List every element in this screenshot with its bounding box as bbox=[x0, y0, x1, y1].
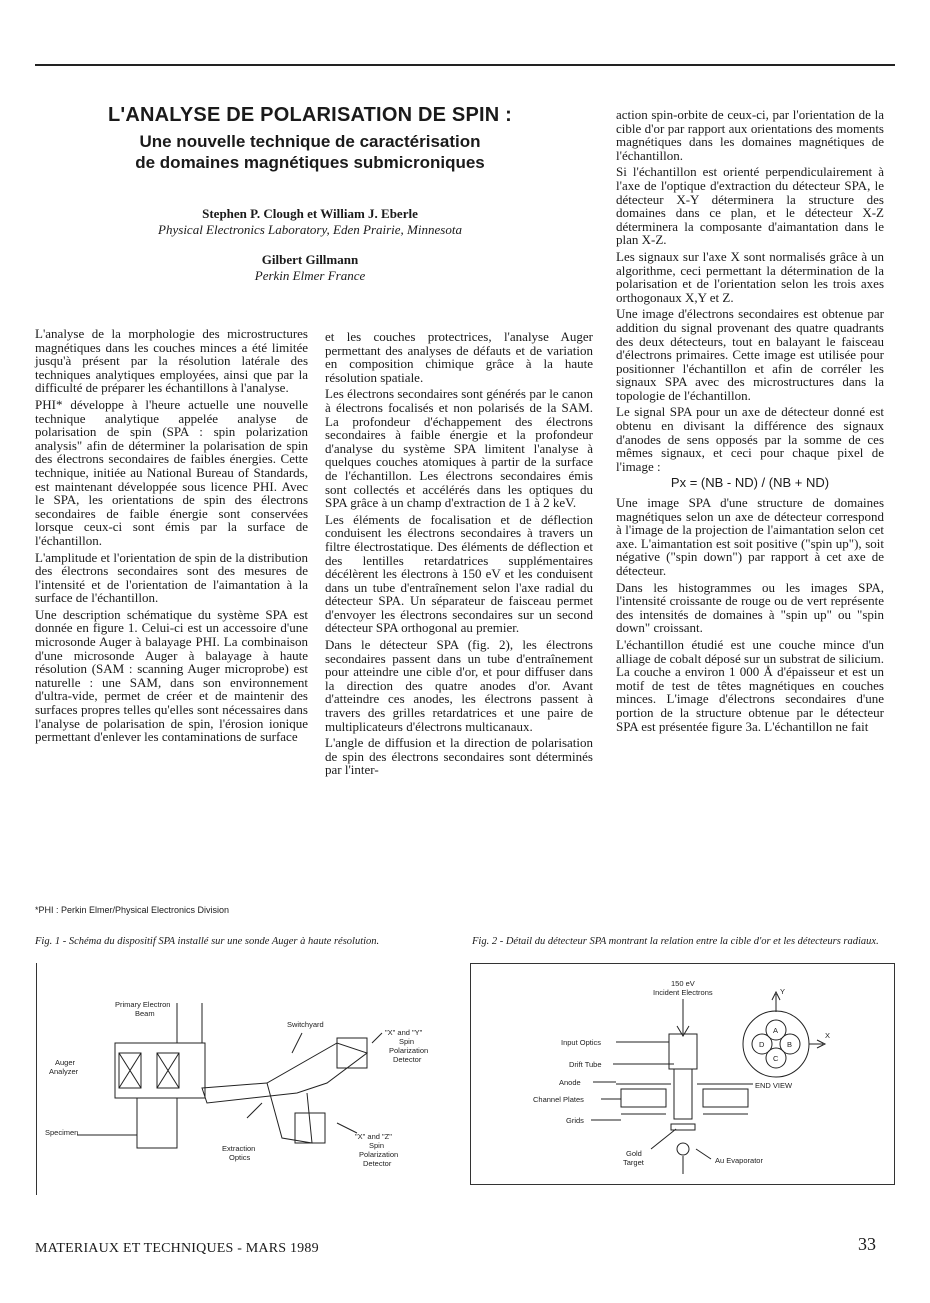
paragraph: Dans les histogrammes ou les images SPA, l'intensité croissante de rouge ou de vert représente des intensités de domaines à "spin up" ou "spin down" croissant. bbox=[616, 579, 884, 636]
article-subtitle-line1: Une nouvelle technique de caractérisation bbox=[139, 132, 481, 151]
author-names-2: Gilbert Gillmann bbox=[261, 252, 359, 267]
label-channel-plates: Channel Plates bbox=[533, 1095, 584, 1104]
paragraph: PHI* développe à l'heure actuelle une nouvelle technique analytique appelée analyse de polarisation de spin (SPA : spin polarization analysis" afin de déterminer la polarisation de spin des électrons secondaires de faibles énergies. Cette technique, initiée au National Bureau of Standards, est maintenant développée sous licence PHI. Avec le SPA, les orientations de spin des électrons secondaires de faible énergie sont conservées lorsque ceux-ci sont émis par la surface de l'échantillon. bbox=[35, 396, 308, 548]
paragraph: Si l'échantillon est orienté perpendiculairement à l'axe de l'optique d'extraction du détecteur SPA, le détecteur X-Y déterminera la structure des domaines dans ce plan, et le détecteur X-Z déterminera la composante d'aimantation dans le plan X-Z. bbox=[616, 164, 884, 248]
label-xy-2: Spin bbox=[399, 1037, 415, 1046]
beam-column bbox=[177, 1003, 202, 1043]
figure-2-caption: Fig. 2 - Détail du détecteur SPA montrant la relation entre la cible d'or et les détecteurs radiaux. bbox=[472, 936, 879, 947]
label-anode-a: A bbox=[773, 1026, 779, 1035]
au-evaporator bbox=[677, 1143, 689, 1155]
paragraph: L'analyse de la morphologie des microstructures magnétiques dans les couches minces a été limitée jusqu'à présent par la résolution latérale des techniques analytiques employées, ainsi que par la difficulté de préparer les échantillons à l'analyse. bbox=[35, 326, 308, 396]
figure-1-caption: Fig. 1 - Schéma du dispositif SPA installé sur une sonde Auger à haute résolution. bbox=[35, 936, 380, 947]
channel-plate-right bbox=[703, 1089, 748, 1107]
page-number: 33 bbox=[858, 1234, 876, 1254]
label-gold-1: Gold bbox=[626, 1149, 642, 1158]
label-axis-y: Y bbox=[780, 987, 786, 996]
label-xy-1: "X" and "Y" bbox=[385, 1028, 423, 1037]
figure-2-drawing bbox=[471, 964, 894, 1184]
label-anode: Anode bbox=[559, 1078, 581, 1087]
label-switchyard: Switchyard bbox=[287, 1020, 324, 1029]
label-drift-tube: Drift Tube bbox=[569, 1060, 602, 1069]
paragraph: L'angle de diffusion et la direction de polarisation de spin des électrons secondaires sont déterminés par l'inter- bbox=[325, 735, 593, 778]
label-xz-4: Detector bbox=[363, 1159, 392, 1168]
label-anode-d: D bbox=[759, 1040, 765, 1049]
paragraph: Une description schématique du système SPA est donnée en figure 1. Celui-ci est un accessoire d'une microsonde Auger à balayage PHI. La combinaison d'une microsonde Auger à balayage à haute résolution (SAM : scanning Auger microprobe) est naturelle : une SAM, dans son environnement d'ultra-vide, permet de créer et de maintenir des surfaces propres telles qu'elles sont nécessaires dans l'analyse de polarisation de spin, l'érosion ionique permettant d'enlever les contaminations de surface bbox=[35, 606, 308, 745]
drift-tube bbox=[674, 1069, 692, 1119]
article-title: L'ANALYSE DE POLARISATION DE SPIN : bbox=[107, 104, 513, 126]
figure-2-schematic bbox=[470, 963, 895, 1185]
paragraph: Les électrons secondaires sont générés par le canon à électrons focalisés et non polarisés de la SAM. La profondeur d'échappement des électrons secondaires à faible énergie et la profondeur d'analyse du système SPA limitent l'analyse à quelques couches atomiques à partir de la surface de l'échantillon. Les électrons secondaires émis sont collectés et accélérés dans les optiques du SPA grâce à un champ d'extraction de 1 à 2 keV. bbox=[325, 386, 593, 511]
label-xz-3: Polarization bbox=[359, 1150, 399, 1159]
label-energy-2: Incident Electrons bbox=[653, 988, 713, 997]
gold-target bbox=[671, 1124, 695, 1130]
author-affiliation-1: Physical Electronics Laboratory, Eden Prairie, Minnesota bbox=[158, 222, 462, 237]
paragraph: L'amplitude et l'orientation de spin de la distribution des électrons secondaires sont des mesures de l'intensité et de l'orientation de l'aimantation à la surface de l'échantillon. bbox=[35, 549, 308, 606]
title-block bbox=[40, 104, 580, 173]
text-column-2 bbox=[325, 330, 593, 780]
top-rule bbox=[35, 64, 895, 66]
paragraph: et les couches protectrices, l'analyse Auger permettant des analyses de défauts et de variation en composition chimique grâce à la haute résolution spatiale. bbox=[325, 329, 593, 385]
paragraph: Les éléments de focalisation et de déflection conduisent les électrons secondaires à travers un filtre électrostatique. Des éléments de déflection et des lentilles retardatrices supplémentaires décélèrent les électrons à 150 eV et les conduisent dans un tube d'entraînement selon l'axe radial du détecteur SPA. Un séparateur de faisceau permet d'envoyer les électrons secondaires sur un second détecteur SPA orthogonal au premier. bbox=[325, 511, 593, 636]
label-extraction-1: Extraction bbox=[222, 1144, 256, 1153]
paragraph: Une image d'électrons secondaires est obtenue par addition du signal provenant des quatre quadrants des deux détecteurs, tout en balayant le faisceau d'électrons primaires. Cette image est utilisée pour positionner l'échantillon et afin de corréler les signaux SPA avec des microstructures dans la topologie de l'échantillon. bbox=[616, 306, 884, 403]
channel-plate-left bbox=[621, 1089, 666, 1107]
paragraph: action spin-orbite de ceux-ci, par l'orientation de la cible d'or par rapport aux orientations des moments magnétiques dans les domaines magnétiques de l'échantillon. bbox=[616, 107, 884, 163]
label-end-view: END VIEW bbox=[755, 1081, 793, 1090]
label-extraction-2: Optics bbox=[229, 1153, 251, 1162]
label-auger-2: Analyzer bbox=[49, 1067, 79, 1076]
paragraph: Les signaux sur l'axe X sont normalisés grâce à un algorithme, ceci permettant la détermination de la polarisation et de l'orientation selon les trois axes orthogonaux X,Y et Z. bbox=[616, 248, 884, 305]
figure-1-drawing bbox=[37, 963, 457, 1195]
transfer-tube bbox=[202, 1043, 367, 1103]
label-primary-beam-1: Primary Electron bbox=[115, 1000, 171, 1009]
lower-column bbox=[137, 1098, 177, 1148]
paragraph: Le signal SPA pour un axe de détecteur donné est obtenu en divisant la différence des signaux d'anodes de sens opposés par la somme de ces mêmes signaux, et ceci pour chaque pixel de l'image : bbox=[616, 404, 884, 474]
label-specimen: Specimen bbox=[45, 1128, 79, 1137]
end-view-circle bbox=[743, 1011, 809, 1077]
label-xz-1: "X" and "Z" bbox=[355, 1132, 392, 1141]
label-input-optics: Input Optics bbox=[561, 1038, 602, 1047]
formula: Px = (NB - ND) / (NB + ND) bbox=[670, 475, 830, 491]
label-energy-1: 150 eV bbox=[671, 979, 695, 988]
figure-1-schematic bbox=[36, 963, 457, 1195]
label-auger-1: Auger bbox=[55, 1058, 76, 1067]
label-au-evaporator: Au Evaporator bbox=[715, 1156, 763, 1165]
label-xy-3: Polarization bbox=[389, 1046, 429, 1055]
label-gold-2: Target bbox=[623, 1158, 644, 1167]
paragraph: L'échantillon étudié est une couche mince d'un alliage de cobalt déposé sur un substrat de silicium. La couche a environ 1 000 Å d'épaisseur et est un motif de test de têtes magnétiques en couches minces. L'image d'électrons secondaires d'une portion de la structure obtenue par le détecteur SPA est présentée figure 3a. L'échantillon ne fait bbox=[616, 636, 884, 734]
author-affiliation-2: Perkin Elmer France bbox=[254, 268, 366, 283]
label-anode-b: B bbox=[787, 1040, 793, 1049]
text-column-3 bbox=[616, 108, 884, 736]
article-subtitle-line2: de domaines magnétiques submicroniques bbox=[135, 153, 485, 172]
footnote: *PHI : Perkin Elmer/Physical Electronics Division bbox=[35, 905, 230, 915]
label-anode-c: C bbox=[773, 1054, 779, 1063]
label-xy-4: Detector bbox=[393, 1055, 422, 1064]
label-grids: Grids bbox=[566, 1116, 584, 1125]
auger-analyzer-body bbox=[115, 1043, 205, 1098]
text-column-1 bbox=[35, 327, 308, 747]
authors-block bbox=[80, 206, 540, 284]
label-primary-beam-2: Beam bbox=[135, 1009, 155, 1018]
author-names-1: Stephen P. Clough et William J. Eberle bbox=[202, 206, 418, 221]
label-xz-2: Spin bbox=[369, 1141, 385, 1150]
label-axis-x: X bbox=[825, 1031, 831, 1040]
paragraph: Dans le détecteur SPA (fig. 2), les électrons secondaires passent dans un tube d'entraînement pour atteindre une cible d'or, et pour diffuser dans la direction des quatre anodes d'or. Avant d'atteindre ces anodes, les électrons passent à travers des grilles retardatrices et une paire de multiplicateurs d'électrons multicanaux. bbox=[325, 637, 593, 734]
journal-footer: MATERIAUX ET TECHNIQUES - MARS 1989 bbox=[35, 1241, 319, 1256]
paragraph: Une image SPA d'une structure de domaines magnétiques selon un axe de détecteur correspond à l'image de la projection de l'aimantation selon cet axe. L'aimantation est soit positive ("spin up"), soit négative ("spin down") par rapport à cet axe de détecteur. bbox=[616, 495, 884, 578]
xy-detector-box bbox=[337, 1038, 367, 1068]
